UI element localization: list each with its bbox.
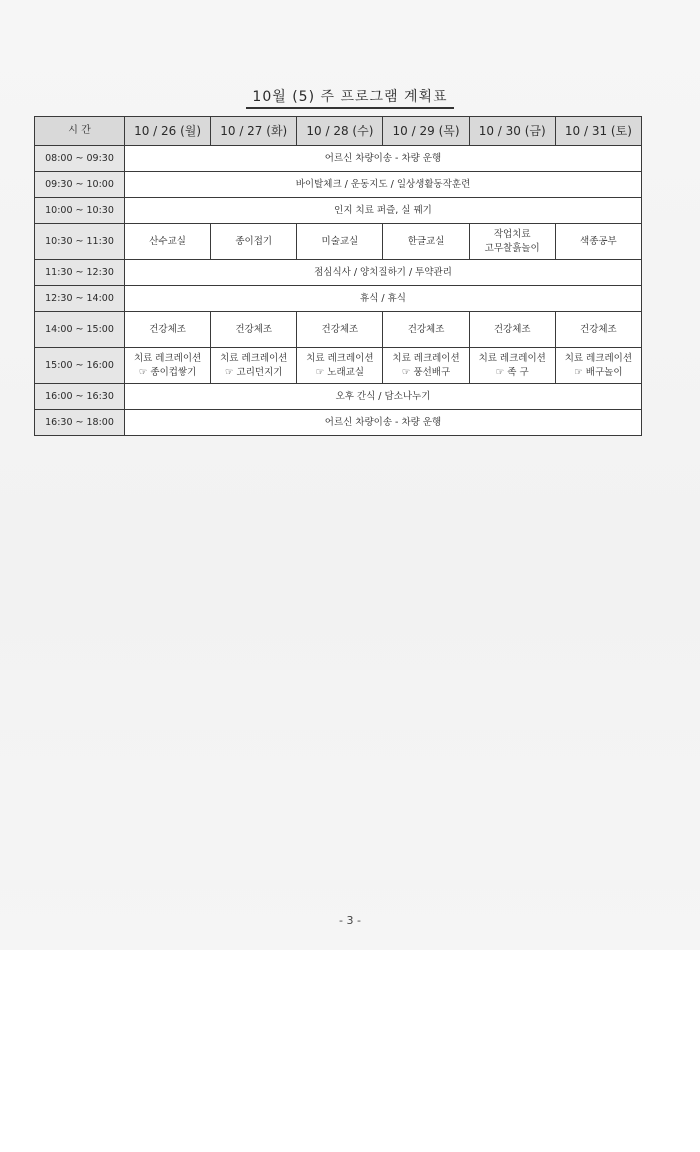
- activity-cell: 오후 간식 / 담소나누기: [125, 384, 642, 410]
- activity-cell: 색종공부: [555, 224, 641, 260]
- page-title: [0, 86, 700, 109]
- activity-line: ☞ 종이컵쌓기: [138, 366, 197, 378]
- header-day-mon: 10 / 26 (월): [125, 117, 211, 146]
- header-day-tue: 10 / 27 (화): [211, 117, 297, 146]
- time-cell: 15:00 ~ 16:00: [35, 348, 125, 384]
- title-text: 10월 (5) 주 프로그램 계획표: [246, 86, 453, 109]
- table-row: [35, 384, 642, 410]
- activity-cell: [125, 348, 211, 384]
- header-day-wed: 10 / 28 (수): [297, 117, 383, 146]
- activity-cell: 건강체조: [297, 312, 383, 348]
- table-row: [35, 312, 642, 348]
- activity-line: ☞ 배구놀이: [574, 366, 623, 378]
- activity-cell: [469, 224, 555, 260]
- time-cell: 16:30 ~ 18:00: [35, 410, 125, 436]
- activity-line: ☞ 족 구: [495, 366, 529, 378]
- table-row: [35, 286, 642, 312]
- time-cell: 14:00 ~ 15:00: [35, 312, 125, 348]
- activity-line: 치료 레크레이션: [392, 352, 460, 364]
- time-cell: 10:30 ~ 11:30: [35, 224, 125, 260]
- activity-line: 작업치료: [493, 228, 531, 240]
- table-row: [35, 224, 642, 260]
- table-row: [35, 198, 642, 224]
- table-row: [35, 260, 642, 286]
- activity-cell: 건강체조: [469, 312, 555, 348]
- header-day-sat: 10 / 31 (토): [555, 117, 641, 146]
- table-row: [35, 348, 642, 384]
- time-cell: 12:30 ~ 14:00: [35, 286, 125, 312]
- activity-line: 치료 레크레이션: [133, 352, 202, 364]
- activity-cell: 산수교실: [125, 224, 211, 260]
- activity-cell: 점심식사 / 양치질하기 / 투약관리: [125, 260, 642, 286]
- table-header-row: [35, 117, 642, 146]
- activity-cell: 건강체조: [125, 312, 211, 348]
- activity-line: ☞ 풍선배구: [401, 366, 451, 378]
- activity-line: ☞ 고리던지기: [225, 366, 283, 378]
- activity-cell: 휴식 / 휴식: [125, 286, 642, 312]
- table-row: [35, 146, 642, 172]
- activity-line: ☞ 노래교실: [315, 366, 365, 378]
- header-time: 시 간: [35, 117, 125, 146]
- activity-cell: [297, 348, 383, 384]
- activity-cell: 한글교실: [383, 224, 469, 260]
- time-cell: 16:00 ~ 16:30: [35, 384, 125, 410]
- activity-line: 치료 레크레이션: [478, 352, 546, 364]
- activity-cell: 어르신 차량이송 - 차량 운행: [125, 146, 642, 172]
- activity-line: 치료 레크레이션: [564, 352, 633, 364]
- activity-cell: 건강체조: [211, 312, 297, 348]
- activity-cell: 인지 치료 퍼즐, 실 꿰기: [125, 198, 642, 224]
- table-row: [35, 410, 642, 436]
- table-row: [35, 172, 642, 198]
- activity-cell: 건강체조: [555, 312, 641, 348]
- activity-cell: 바이탈체크 / 운동지도 / 일상생활동작훈련: [125, 172, 642, 198]
- time-cell: 08:00 ~ 09:30: [35, 146, 125, 172]
- activity-line: 고무찰흙놀이: [484, 242, 540, 254]
- page-number: - 3 -: [339, 914, 361, 927]
- time-cell: 11:30 ~ 12:30: [35, 260, 125, 286]
- time-cell: 09:30 ~ 10:00: [35, 172, 125, 198]
- activity-cell: [211, 348, 297, 384]
- activity-cell: 미술교실: [297, 224, 383, 260]
- activity-cell: 종이접기: [211, 224, 297, 260]
- activity-cell: 건강체조: [383, 312, 469, 348]
- activity-cell: [383, 348, 469, 384]
- activity-cell: [469, 348, 555, 384]
- time-cell: 10:00 ~ 10:30: [35, 198, 125, 224]
- header-day-fri: 10 / 30 (금): [469, 117, 555, 146]
- weekly-schedule-table: [34, 116, 642, 436]
- activity-cell: [555, 348, 641, 384]
- activity-line: 치료 레크레이션: [220, 352, 288, 364]
- activity-cell: 어르신 차량이송 - 차량 운행: [125, 410, 642, 436]
- activity-line: 치료 레크레이션: [306, 352, 374, 364]
- header-day-thu: 10 / 29 (목): [383, 117, 469, 146]
